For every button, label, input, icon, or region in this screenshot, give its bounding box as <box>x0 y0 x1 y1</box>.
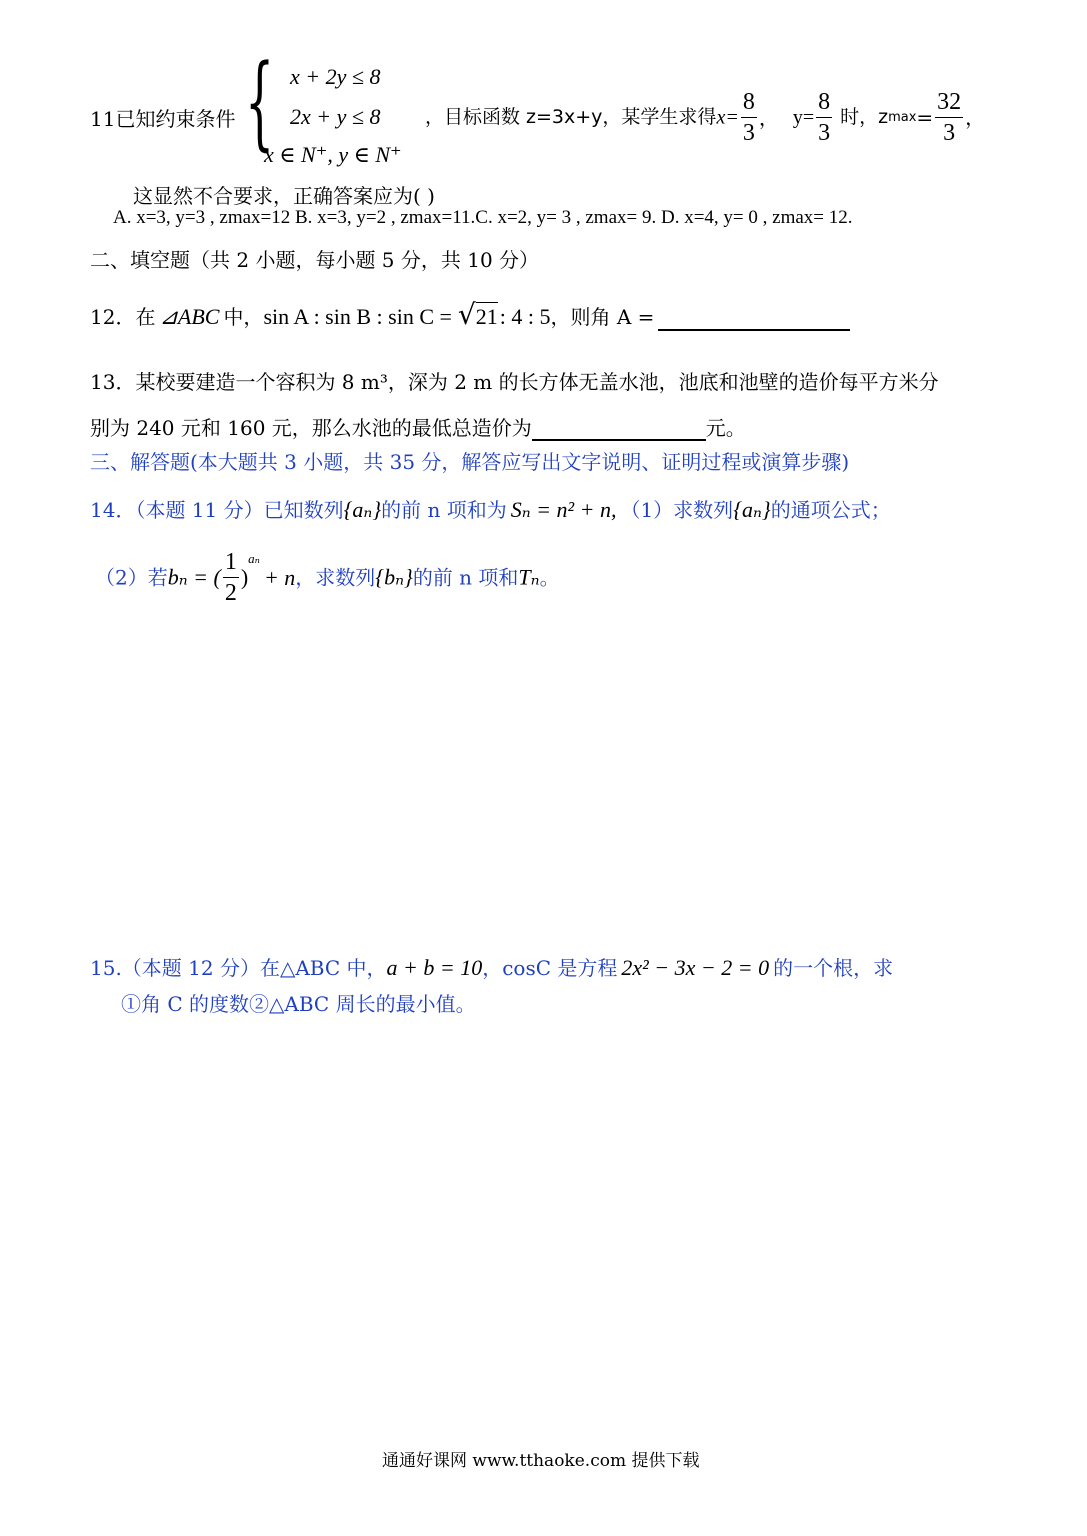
q15-line1 <box>90 952 893 981</box>
q12-formula: sin A : sin B : sin C = <box>263 304 452 329</box>
q11-eq: = <box>916 105 934 130</box>
q11-constraint-2: 2x + y ≤ 8 <box>290 104 381 129</box>
q11-number: 11 <box>90 107 116 131</box>
q14-bn-tail: ) <box>240 564 249 590</box>
q11-objective: ，目标函数 z=3x+y，某学生求得 <box>425 106 717 128</box>
q15-line1a: 15.（本题 12 分）在△ABC 中， <box>90 956 387 980</box>
q12-suffix: ，则角 A = <box>550 305 655 329</box>
q13-answer-blank[interactable] <box>532 417 706 441</box>
q14-bn: bₙ = ( <box>167 564 221 590</box>
q11-prefix: 已知约束条件 <box>115 107 236 131</box>
q11-x-label: x= <box>716 106 739 129</box>
page-footer: 通通好课网 www.tthaoke.com 提供下载 <box>382 1451 700 1471</box>
q11-y-den: 3 <box>818 120 831 146</box>
q14-half-den: 2 <box>224 580 237 606</box>
q12-ratio: : 4 : 5 <box>499 304 551 329</box>
q11-y-label: y= <box>792 106 815 129</box>
q14-an-2: {aₙ} <box>733 497 771 522</box>
q15-eq1: a + b = 10 <box>386 955 483 980</box>
q14-an: {aₙ} <box>343 497 382 522</box>
q11-when: 时，z <box>840 106 889 128</box>
q14-line2a: （2）若 <box>95 565 168 590</box>
q14-line2c: 的前 n 项和 <box>412 565 519 590</box>
q11-brace: { <box>245 43 275 162</box>
q11-comma: ， <box>965 105 986 130</box>
q11-y-num: 8 <box>816 90 832 118</box>
section2-heading: 二、填空题（共 2 小题，每小题 5 分，共 10 分） <box>90 248 540 272</box>
q12-answer-blank[interactable] <box>658 307 850 331</box>
q14-line1a: 14．（本题 11 分）已知数列 <box>90 498 344 522</box>
q11-y-fraction <box>816 90 832 145</box>
q14-plus-n: + n <box>263 564 296 590</box>
q12-mid: 中， <box>223 305 264 329</box>
q11-constraint-1: x + 2y ≤ 8 <box>290 64 381 89</box>
q12-sqrt: √ <box>457 298 476 331</box>
q14-line2 <box>95 550 560 605</box>
q11-x-num: 8 <box>741 90 757 118</box>
q11-z-fraction <box>935 90 963 145</box>
q13-line2 <box>90 412 746 441</box>
q14-line1b: 的前 n 项和为 <box>381 498 507 522</box>
q11-number-prefix <box>90 103 235 132</box>
q11-zmax-sub: max <box>888 110 917 125</box>
q14-tn: Tₙ <box>518 564 540 590</box>
q15-eq2: 2x² − 3x − 2 = 0 <box>621 955 770 980</box>
q14-line1d: 的通项公式； <box>770 498 891 522</box>
q14-line1c: （1）求数列 <box>620 498 734 522</box>
q14-sn: Sₙ = n² + n, <box>510 497 617 522</box>
q14-half-fraction <box>223 550 239 605</box>
q14-half-num: 1 <box>223 550 239 578</box>
q14-line2d: 。 <box>539 565 560 590</box>
q12-root: 21 <box>475 304 498 329</box>
q12-prefix: 12．在 <box>90 305 156 329</box>
q15-line2: ①角 C 的度数②△ABC 周长的最小值。 <box>121 992 476 1016</box>
q13-line2b: 元。 <box>705 416 746 440</box>
q12-line <box>90 298 850 331</box>
q15-line1c: 的一个根，求 <box>773 956 894 980</box>
q14-bn-set: {bₙ} <box>375 564 413 590</box>
q13-line2a: 别为 240 元和 160 元，那么水池的最低总造价为 <box>90 416 532 440</box>
q14-exponent: aₙ <box>248 551 260 566</box>
q11-options: A. x=3, y=3 , zmax=12 B. x=3, y=2 , zmax=11.C. x=2, y= 3 , zmax= 9. D. x=4, y= 0 , zmax= 12. <box>113 207 853 228</box>
q15-line1b: ，cosC 是方程 <box>482 956 618 980</box>
q11-constraint-3: x ∈ N⁺, y ∈ N⁺ <box>264 142 402 167</box>
q11-objective-line: ，目标函数 z=3x+y，某学生求得x= $\frac{8}{3}$ ， y= $\frac{8}{3}$ 时，zmax= $\frac{32}{3}$ ， <box>425 89 986 146</box>
q11-line2: 这显然不合要求，正确答案应为( ) <box>133 184 435 208</box>
q11-z-den: 3 <box>943 120 956 146</box>
q11-x-den: 3 <box>742 120 755 146</box>
section3-heading: 三、解答题(本大题共 3 小题，共 35 分，解答应写出文字说明、证明过程或演算步骤) <box>90 450 850 474</box>
q14-line2b: ，求数列 <box>295 565 376 590</box>
q11-z-num: 32 <box>935 90 963 118</box>
q12-triangle: ⊿ABC <box>159 304 220 329</box>
q11-x-fraction <box>741 90 757 145</box>
q14-line1 <box>90 494 891 523</box>
q13-line1: 13．某校要建造一个容积为 8 m³，深为 2 m 的长方体无盖水池，池底和池壁的造价每平方米分 <box>90 370 939 394</box>
